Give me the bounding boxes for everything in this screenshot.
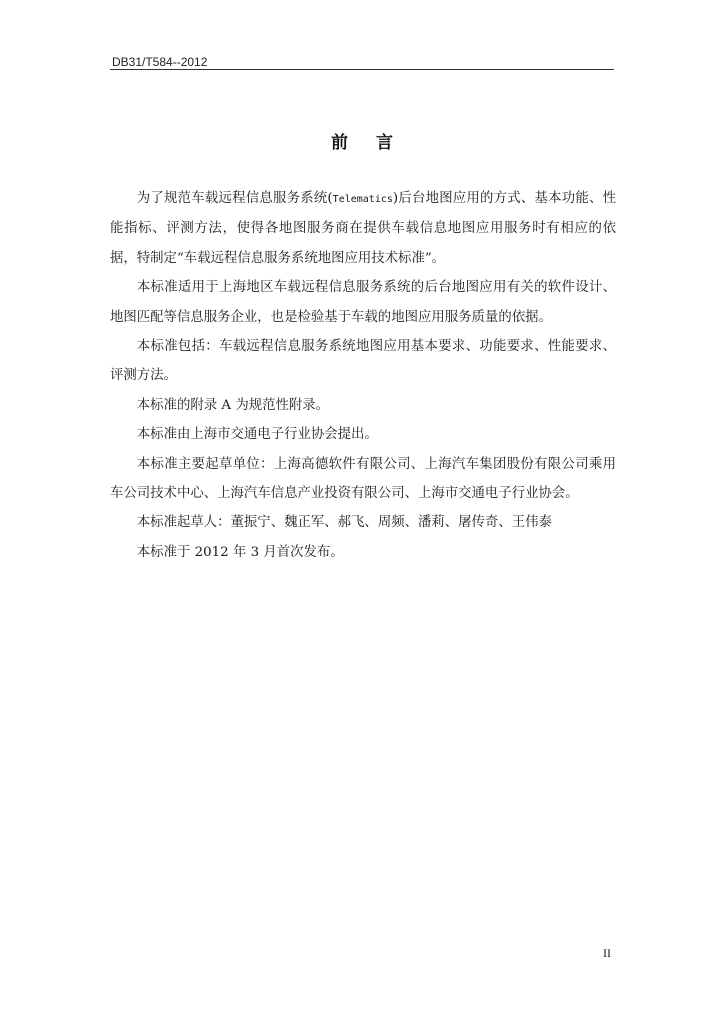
paragraph-release: 本标准于 2012 年 3 月首次发布。: [136, 544, 344, 560]
telematics-term: Telematics: [332, 194, 393, 205]
document-code: DB31/T584--2012: [112, 55, 208, 69]
paragraph-purpose-rest: )后台地图应用的方式、基本功能、性能指标、评测方法，使得各地图服务商在提供车载信息地图应用服务时有相应的依据，特制定“车载远程信息服务系统地图应用技术标准”。: [110, 191, 616, 266]
section-title: [110, 128, 614, 153]
paragraph-appendix: 本标准的附录 A 为规范性附录。: [136, 397, 330, 413]
page-number: II: [603, 946, 611, 960]
title-char-2: 言: [376, 133, 393, 153]
paragraph-purpose: [110, 184, 616, 273]
paragraph-drafting-units: 本标准主要起草单位：上海高德软件有限公司、上海汽车集团股份有限公司乘用车公司技术中心、上海汽车信息产业投资有限公司、上海市交通电子行业协会。: [110, 456, 616, 502]
header-divider: [110, 69, 614, 70]
paragraph-contents: 本标准包括：车载远程信息服务系统地图应用基本要求、功能要求、性能要求、评测方法。: [110, 339, 616, 384]
foreword-body: [110, 184, 616, 567]
paragraph-purpose-lead: 为了规范车载远程信息服务系统(: [136, 191, 333, 206]
paragraph-drafters: 本标准起草人：董振宁、魏正军、郝飞、周频、潘莉、屠传奇、王伟泰: [136, 515, 552, 531]
title-char-1: 前: [331, 133, 348, 153]
paragraph-scope: 本标准适用于上海地区车载远程信息服务系统的后台地图应用有关的软件设计、地图匹配等信息服务企业，也是检验基于车载的地图应用服务质量的依据。: [110, 280, 616, 325]
paragraph-proposer: 本标准由上海市交通电子行业协会提出。: [136, 427, 378, 443]
